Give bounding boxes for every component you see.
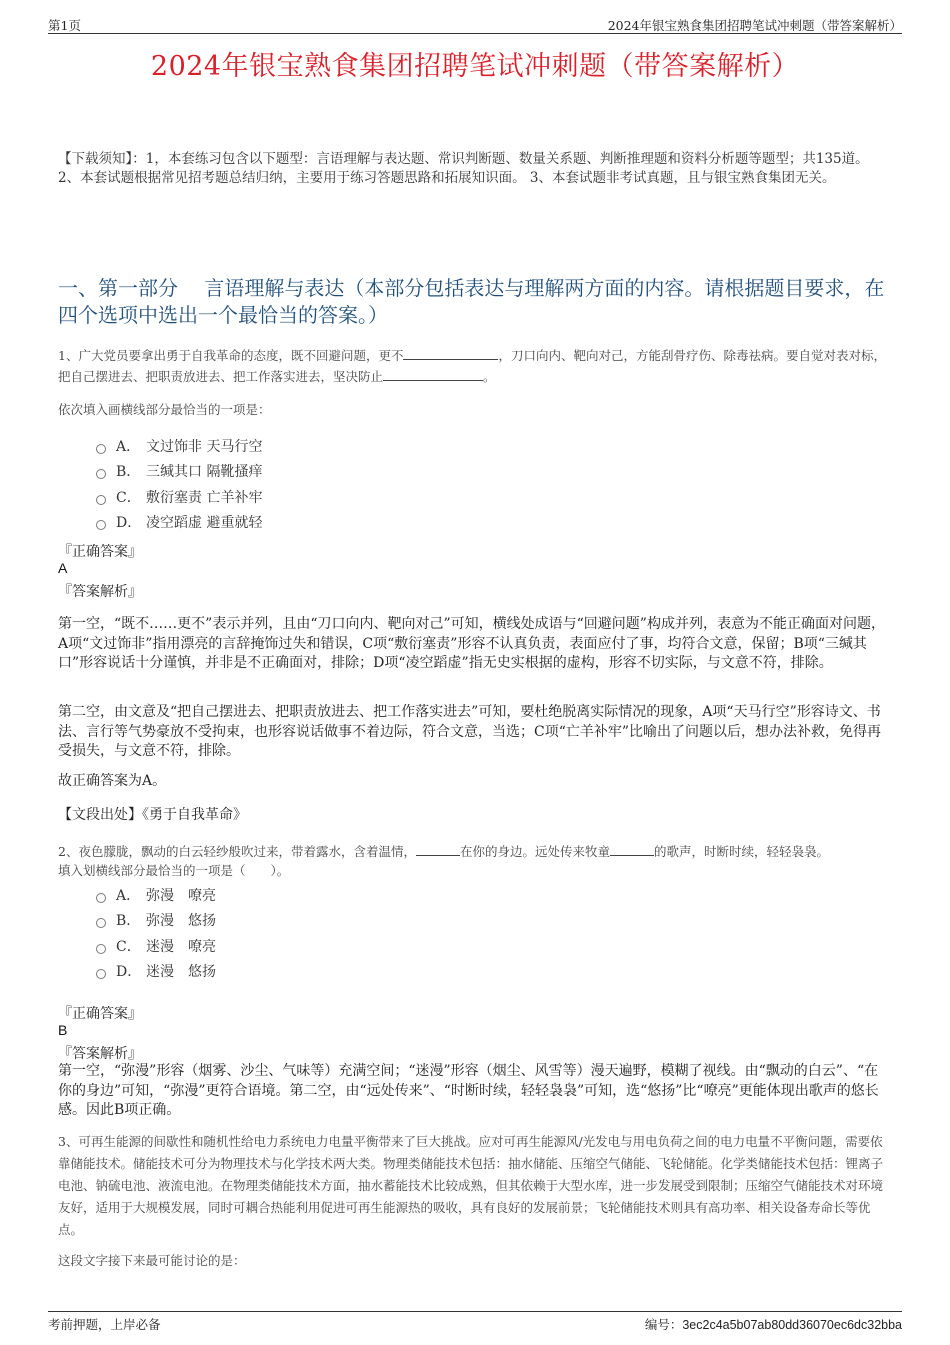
question-3-prompt: 这段文字接下来最可能讨论的是： [58,1253,246,1268]
analysis-conclusion: 故正确答案为A。 [58,773,167,789]
radio-button[interactable] [96,520,106,530]
document-title: 2024年银宝熟食集团招聘笔试冲刺题（带答案解析） [150,51,800,82]
option-d[interactable] [96,959,216,985]
option-letter: B． [116,913,141,930]
option-a[interactable] [96,882,216,908]
page-footer [48,1311,902,1335]
radio-button[interactable] [96,893,106,903]
option-text: 三缄其口 隔靴搔痒 [146,464,263,481]
option-d[interactable] [96,510,262,536]
question-1-stem-part: 。 [483,369,496,384]
option-letter: B． [116,464,141,481]
question-2-stem-part: 的歌声，时断时续，轻轻袅袅。 [653,844,829,859]
option-text: 文过饰非 天马行空 [146,438,263,455]
option-text: 凌空蹈虚 避重就轻 [146,515,263,532]
header-doc-title: 2024年银宝熟食集团招聘笔试冲刺题（带答案解析） [607,18,902,33]
radio-button[interactable] [96,969,106,979]
footer-slogan: 考前押题，上岸必备 [48,1317,161,1332]
footer-code-value: 3ec2c4a5b07ab80dd36070ec6dc32bba [682,1318,902,1332]
answer-blank [416,843,460,856]
option-text: 迷漫 悠扬 [146,964,216,981]
option-c[interactable] [96,484,262,510]
option-letter: D． [116,964,142,981]
analysis-paragraph: 第一空，“弥漫”形容（烟雾、沙尘、气味等）充满空间；“迷漫”形容（烟尘、风雪等）漫天遍野，模糊了视线。由“飘动的白云”、“在你的身边”可知，“弥漫”更符合语境。第二空，由“远处传来”、“时断时续，轻轻袅袅”可知，选“悠扬”比“嘹亮”更能体现出歌声的悠长感。因此B项正确。 [58,1063,879,1118]
analysis-paragraph: 第一空，“既不……更不”表示并列，且由“刀口向内、靶向对己”可知，横线处成语与“回避问题”构成并列，表意为不能正确面对问题，A项“文过饰非”指用漂亮的言辞掩饰过失和错误，C项“敷衍塞责”形容不认真负责，表面应付了事，均符合文意，保留；B项“三缄其口”形容说话十分谨慎，并非是不正确面对，排除；D项“凌空蹈虚”指无史实根据的虚构，形容不切实际，与文意不符，排除。 [58,616,885,671]
question-1-stem-part: ，刀口向内、靶向对己，方能刮骨疗伤、除毒祛病。要自觉对表对标，把自己摆进去、把职责放进去、把工作落实进去，坚决防止 [58,348,886,384]
option-text: 敷衍塞责 亡羊补牢 [146,489,263,506]
option-letter: D． [116,515,142,532]
question-1-stem [58,345,892,387]
answer-blank [403,347,498,360]
page-header [48,12,902,34]
analysis-paragraph: 第二空，由文意及“把自己摆进去、把职责放进去、把工作落实进去”可知，要杜绝脱离实际情况的现象，A项“天马行空”形容诗文、书法、言行等气势豪放不受拘束，也形容说话做事不着边际，符合文意，当选；C项“亡羊补牢”比喻出了问题以后，想办法补救，免得再受损失，与文意不符，排除。 [58,704,882,759]
question-1-options [96,433,262,535]
correct-answer: B [58,1022,68,1038]
question-1-stem-part: 1、广大党员要拿出勇于自我革命的态度，既不回避问题，更不 [58,348,404,363]
option-letter: C． [116,489,141,506]
question-2-stem [58,841,892,862]
radio-button[interactable] [96,469,106,479]
question-1-prompt: 依次填入画横线部分最恰当的一项是： [58,402,271,417]
correct-answer: A [58,560,68,576]
source-citation: 【文段出处】《勇于自我革命》 [58,807,247,823]
page-number: 第1页 [48,18,81,33]
option-letter: A． [116,438,141,455]
footer-code-label: 编号： [644,1317,683,1332]
footer-code [645,1315,902,1333]
question-2-prompt: 填入划横线部分最恰当的一项是（ ）。 [58,863,290,878]
radio-button[interactable] [96,918,106,928]
option-letter: A． [116,887,141,904]
option-text: 迷漫 嘹亮 [146,938,216,955]
question-2-stem-part: 在你的身边。远处传来牧童 [459,844,610,859]
option-letter: C． [116,938,141,955]
option-b[interactable] [96,459,262,485]
option-a[interactable] [96,433,262,459]
option-b[interactable] [96,908,216,934]
option-c[interactable] [96,933,216,959]
answer-blank [383,368,483,381]
correct-answer-label: 『正确答案』 [58,1006,142,1022]
analysis-label: 『答案解析』 [58,584,142,600]
radio-button[interactable] [96,495,106,505]
question-3-stem: 3、可再生能源的间歇性和随机性给电力系统电力电量平衡带来了巨大挑战。应对可再生能源风/光发电与用电负荷之间的电力电量不平衡问题，需要依靠储能技术。储能技术可分为物理技术与化学技术两大类。物理类储能技术包括：抽水储能、压缩空气储能、飞轮储能。化学类储能技术包括：锂离子电池、钠硫电池、液流电池。在物理类储能技术方面，抽水蓄能技术比较成熟，但其依赖于大型水库，进一步发展受到限制；压缩空气储能技术对环境友好，适用于大规模发展，同时可耦合热能利用促进可再生能源热的吸收，具有良好的发展前景；飞轮储能技术则具有高功率、相关设备寿命长等优点。 [58,1134,884,1237]
option-text: 弥漫 悠扬 [146,913,216,930]
correct-answer-label: 『正确答案』 [58,544,142,560]
answer-blank [610,843,654,856]
section-heading: 一、第一部分 言语理解与表达（本部分包括表达与理解两方面的内容。请根据题目要求，在四个选项中选出一个最恰当的答案。） [58,276,885,327]
option-text: 弥漫 嘹亮 [146,887,216,904]
download-notice: 【下载须知】：1，本套练习包含以下题型：言语理解与表达题、常识判断题、数量关系题、判断推理题和资料分析题等题型；共135道。 2、本套试题根据常见招考题总结归纳，主要用于练习答题思路和拓展知识面。 3、本套试题非考试真题，且与银宝熟食集团无关。 [58,151,869,186]
question-2-options [96,882,216,984]
question-2-stem-part: 2、夜色朦胧，飘动的白云轻纱般吹过来，带着露水，含着温情， [58,844,416,859]
radio-button[interactable] [96,944,106,954]
analysis-label: 『答案解析』 [58,1046,142,1062]
radio-button[interactable] [96,444,106,454]
